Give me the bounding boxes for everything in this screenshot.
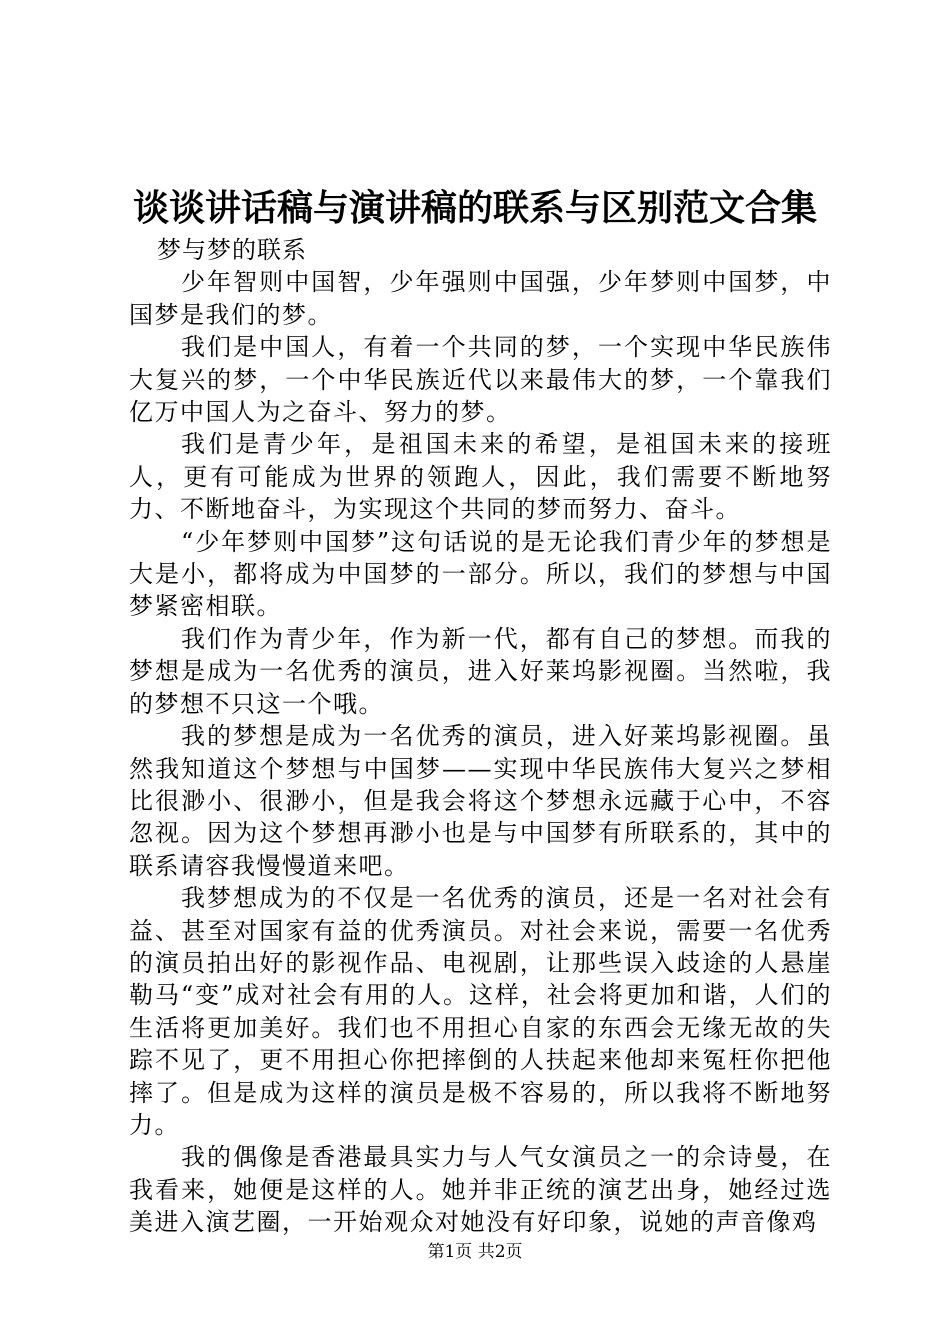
page-footer: 第1页 共2页 <box>427 1242 523 1262</box>
paragraph-1: 少年智则中国智，少年强则中国强，少年梦则中国梦，中国梦是我们的梦。 <box>129 268 832 329</box>
document-body <box>129 234 832 1239</box>
paragraph-5: 我们作为青少年，作为新一代，都有自己的梦想。而我的梦想是成为一名优秀的演员，进入好莱坞影视圈。当然啦，我的梦想不只这一个哦。 <box>129 624 832 718</box>
paragraph-2: 我们是中国人，有着一个共同的梦，一个实现中华民族伟大复兴的梦，一个中华民族近代以来最伟大的梦，一个靠我们亿万中国人为之奋斗、努力的梦。 <box>129 333 832 427</box>
paragraph-7: 我梦想成为的不仅是一名优秀的演员，还是一名对社会有益、甚至对国家有益的优秀演员。对社会来说，需要一名优秀的演员拍出好的影视作品、电视剧，让那些误入歧途的人悬崖勒马“变”成对社会有用的人。这样，社会将更加和谐，人们的生活将更加美好。我们也不用担心自家的东西会无缘无故的失踪不见了，更不用担心你把摔倒的人扶起来他却来冤枉你把他摔了。但是成为这样的演员是极不容易的，所以我将不断地努力。 <box>129 884 832 1139</box>
document-title: 谈谈讲话稿与演讲稿的联系与区别范文合集 <box>132 187 817 229</box>
paragraph-3: 我们是青少年，是祖国未来的希望，是祖国未来的接班人，更有可能成为世界的领跑人，因此，我们需要不断地努力、不断地奋斗，为实现这个共同的梦而努力、奋斗。 <box>129 430 832 524</box>
paragraph-6: 我的梦想是成为一名优秀的演员，进入好莱坞影视圈。虽然我知道这个梦想与中国梦——实现中华民族伟大复兴之梦相比很渺小、很渺小，但是我会将这个梦想永远藏于心中，不容忽视。因为这个梦想再渺小也是与中国梦有所联系的，其中的联系请容我慢慢道来吧。 <box>129 722 832 880</box>
section-subtitle: 梦与梦的联系 <box>157 236 307 264</box>
paragraph-8: 我的偶像是香港最具实力与人气女演员之一的佘诗曼，在我看来，她便是这样的人。她并非正统的演艺出身，她经过选美进入演艺圈，一开始观众对她没有好印象，说她的声音像鸡 <box>129 1143 832 1237</box>
paragraph-4: “少年梦则中国梦”这句话说的是无论我们青少年的梦想是大是小，都将成为中国梦的一部分。所以，我们的梦想与中国梦紧密相联。 <box>129 527 832 621</box>
